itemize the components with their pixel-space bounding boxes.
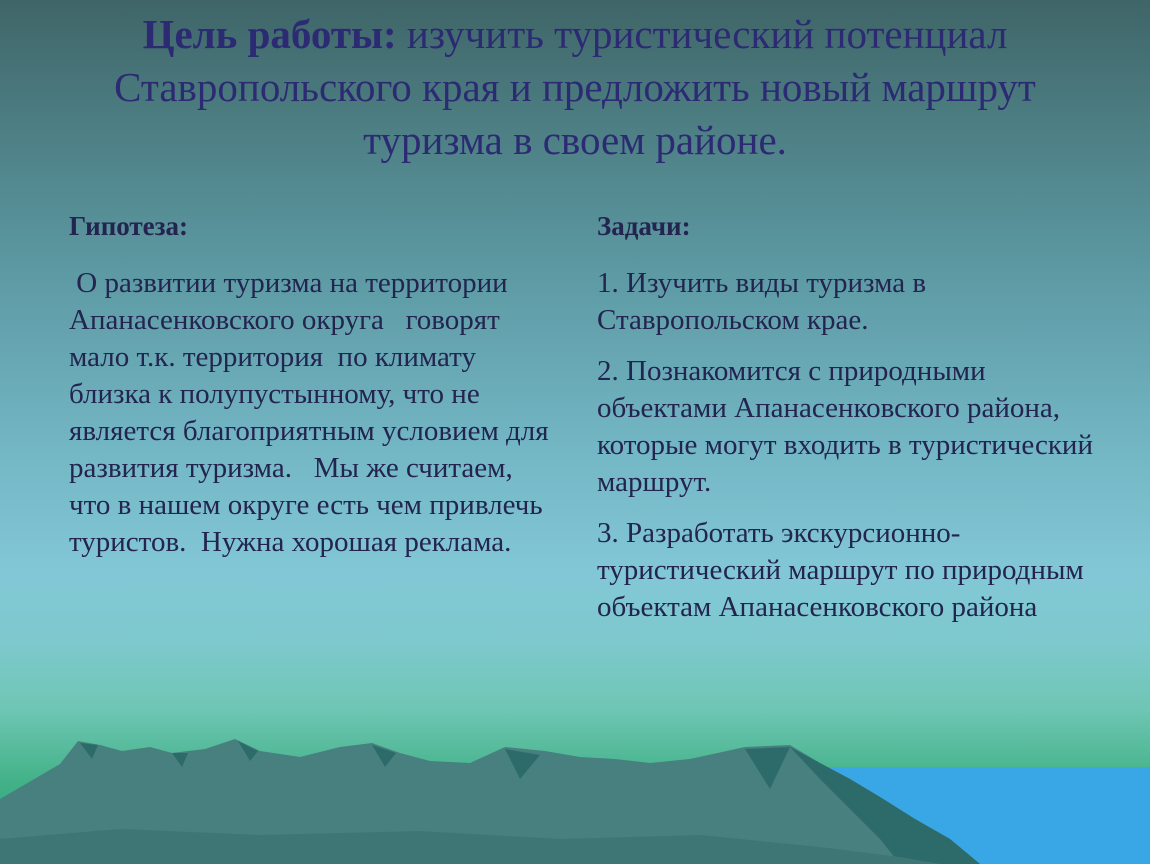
mountain-landscape	[0, 739, 1150, 864]
hypothesis-column	[69, 208, 556, 561]
hypothesis-heading: Гипотеза:	[69, 211, 188, 241]
task-item-2: 2. Познакомится с природными объектами Апанасенковского района, которые могут входить в туристический маршрут.	[597, 355, 1093, 498]
title-text: изучить туристический потенциал Ставропольского края и предложить новый маршрут туризма в своем районе.	[114, 11, 1036, 163]
hypothesis-text: О развитии туризма на территории Апанасенковского округа говорят мало т.к. территория по климату близка к полупустынному, что не является благоприятным условием для развития туризма. Мы же считаем, что в нашем округе есть чем привлечь туристов. Нужна хорошая реклама.	[69, 267, 556, 558]
slide-title	[40, 8, 1110, 167]
task-item-3: 3. Разработать экскурсионно-туристический маршрут по природным объектам Апанасенковского района	[597, 517, 1084, 623]
tasks-column	[597, 208, 1097, 640]
tasks-heading: Задачи:	[597, 211, 691, 241]
title-lead: Цель работы:	[142, 11, 397, 57]
task-item-1: 1. Изучить виды туризма в Ставропольском крае.	[597, 267, 927, 336]
